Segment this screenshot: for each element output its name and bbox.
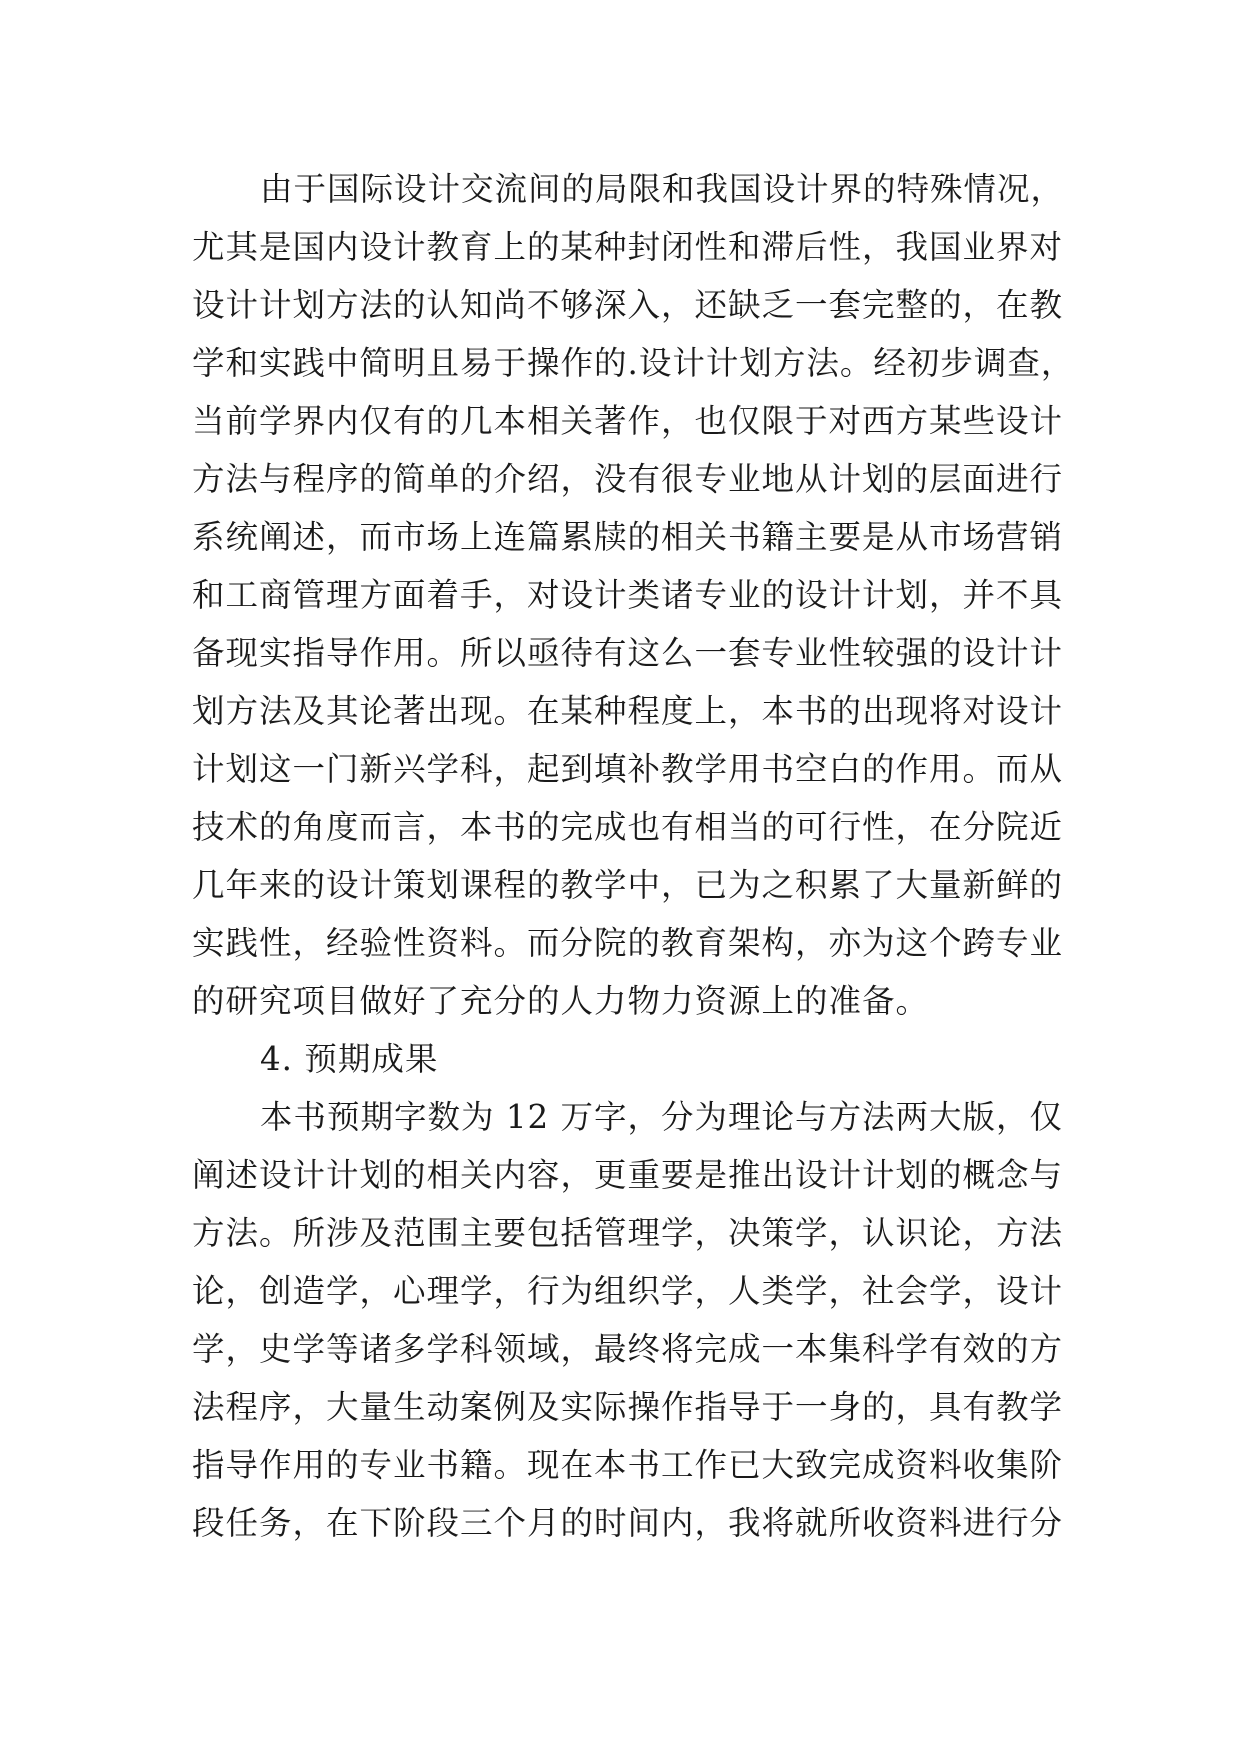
text-line: 技术的角度而言，本书的完成也有相当的可行性，在分院近 (192, 808, 1064, 846)
text-line: 设计计划方法的认知尚不够深入，还缺乏一套完整的，在教 (192, 286, 1064, 324)
text-line: 实践性，经验性资料。而分院的教育架构，亦为这个跨专业 (192, 924, 1064, 962)
text-line: 阐述设计计划的相关内容，更重要是推出设计计划的概念与 (192, 1156, 1064, 1194)
text-line: 备现实指导作用。所以亟待有这么一套专业性较强的设计计 (192, 634, 1064, 672)
text-line: 划方法及其论著出现。在某种程度上，本书的出现将对设计 (192, 692, 1064, 730)
text-line: 学，史学等诸多学科领域，最终将完成一本集科学有效的方 (192, 1330, 1064, 1368)
text-line: 计划这一门新兴学科，起到填补教学用书空白的作用。而从 (192, 750, 1064, 788)
text-line: 尤其是国内设计教育上的某种封闭性和滞后性，我国业界对 (192, 228, 1064, 266)
text-line: 方法与程序的简单的介绍，没有很专业地从计划的层面进行 (192, 460, 1064, 498)
text-line: 几年来的设计策划课程的教学中，已为之积累了大量新鲜的 (192, 866, 1064, 904)
text-line: 本书预期字数为 12 万字，分为理论与方法两大版，仅 (260, 1098, 1064, 1136)
text-line: 法程序，大量生动案例及实际操作指导于一身的，具有教学 (192, 1388, 1064, 1426)
text-line: 方法。所涉及范围主要包括管理学，决策学，认识论，方法 (192, 1214, 1064, 1252)
text-line: 由于国际设计交流间的局限和我国设计界的特殊情况， (260, 170, 1065, 208)
text-line: 系统阐述，而市场上连篇累牍的相关书籍主要是从市场营销 (192, 518, 1064, 556)
body-text (192, 160, 1075, 1552)
text-line: 4. 预期成果 (260, 1040, 439, 1078)
text-line: 的研究项目做好了充分的人力物力资源上的准备。 (192, 982, 930, 1020)
text-line: 当前学界内仅有的几本相关著作，也仅限于对西方某些设计 (192, 402, 1064, 440)
text-line: 段任务，在下阶段三个月的时间内，我将就所收资料进行分 (192, 1504, 1064, 1542)
text-line: 论，创造学，心理学，行为组织学，人类学，社会学，设计 (192, 1272, 1064, 1310)
text-line: 和工商管理方面着手，对设计类诸专业的设计计划，并不具 (192, 576, 1064, 614)
text-line: 学和实践中简明且易于操作的.设计计划方法。经初步调查， (192, 344, 1075, 382)
text-line: 指导作用的专业书籍。现在本书工作已大致完成资料收集阶 (192, 1446, 1064, 1484)
